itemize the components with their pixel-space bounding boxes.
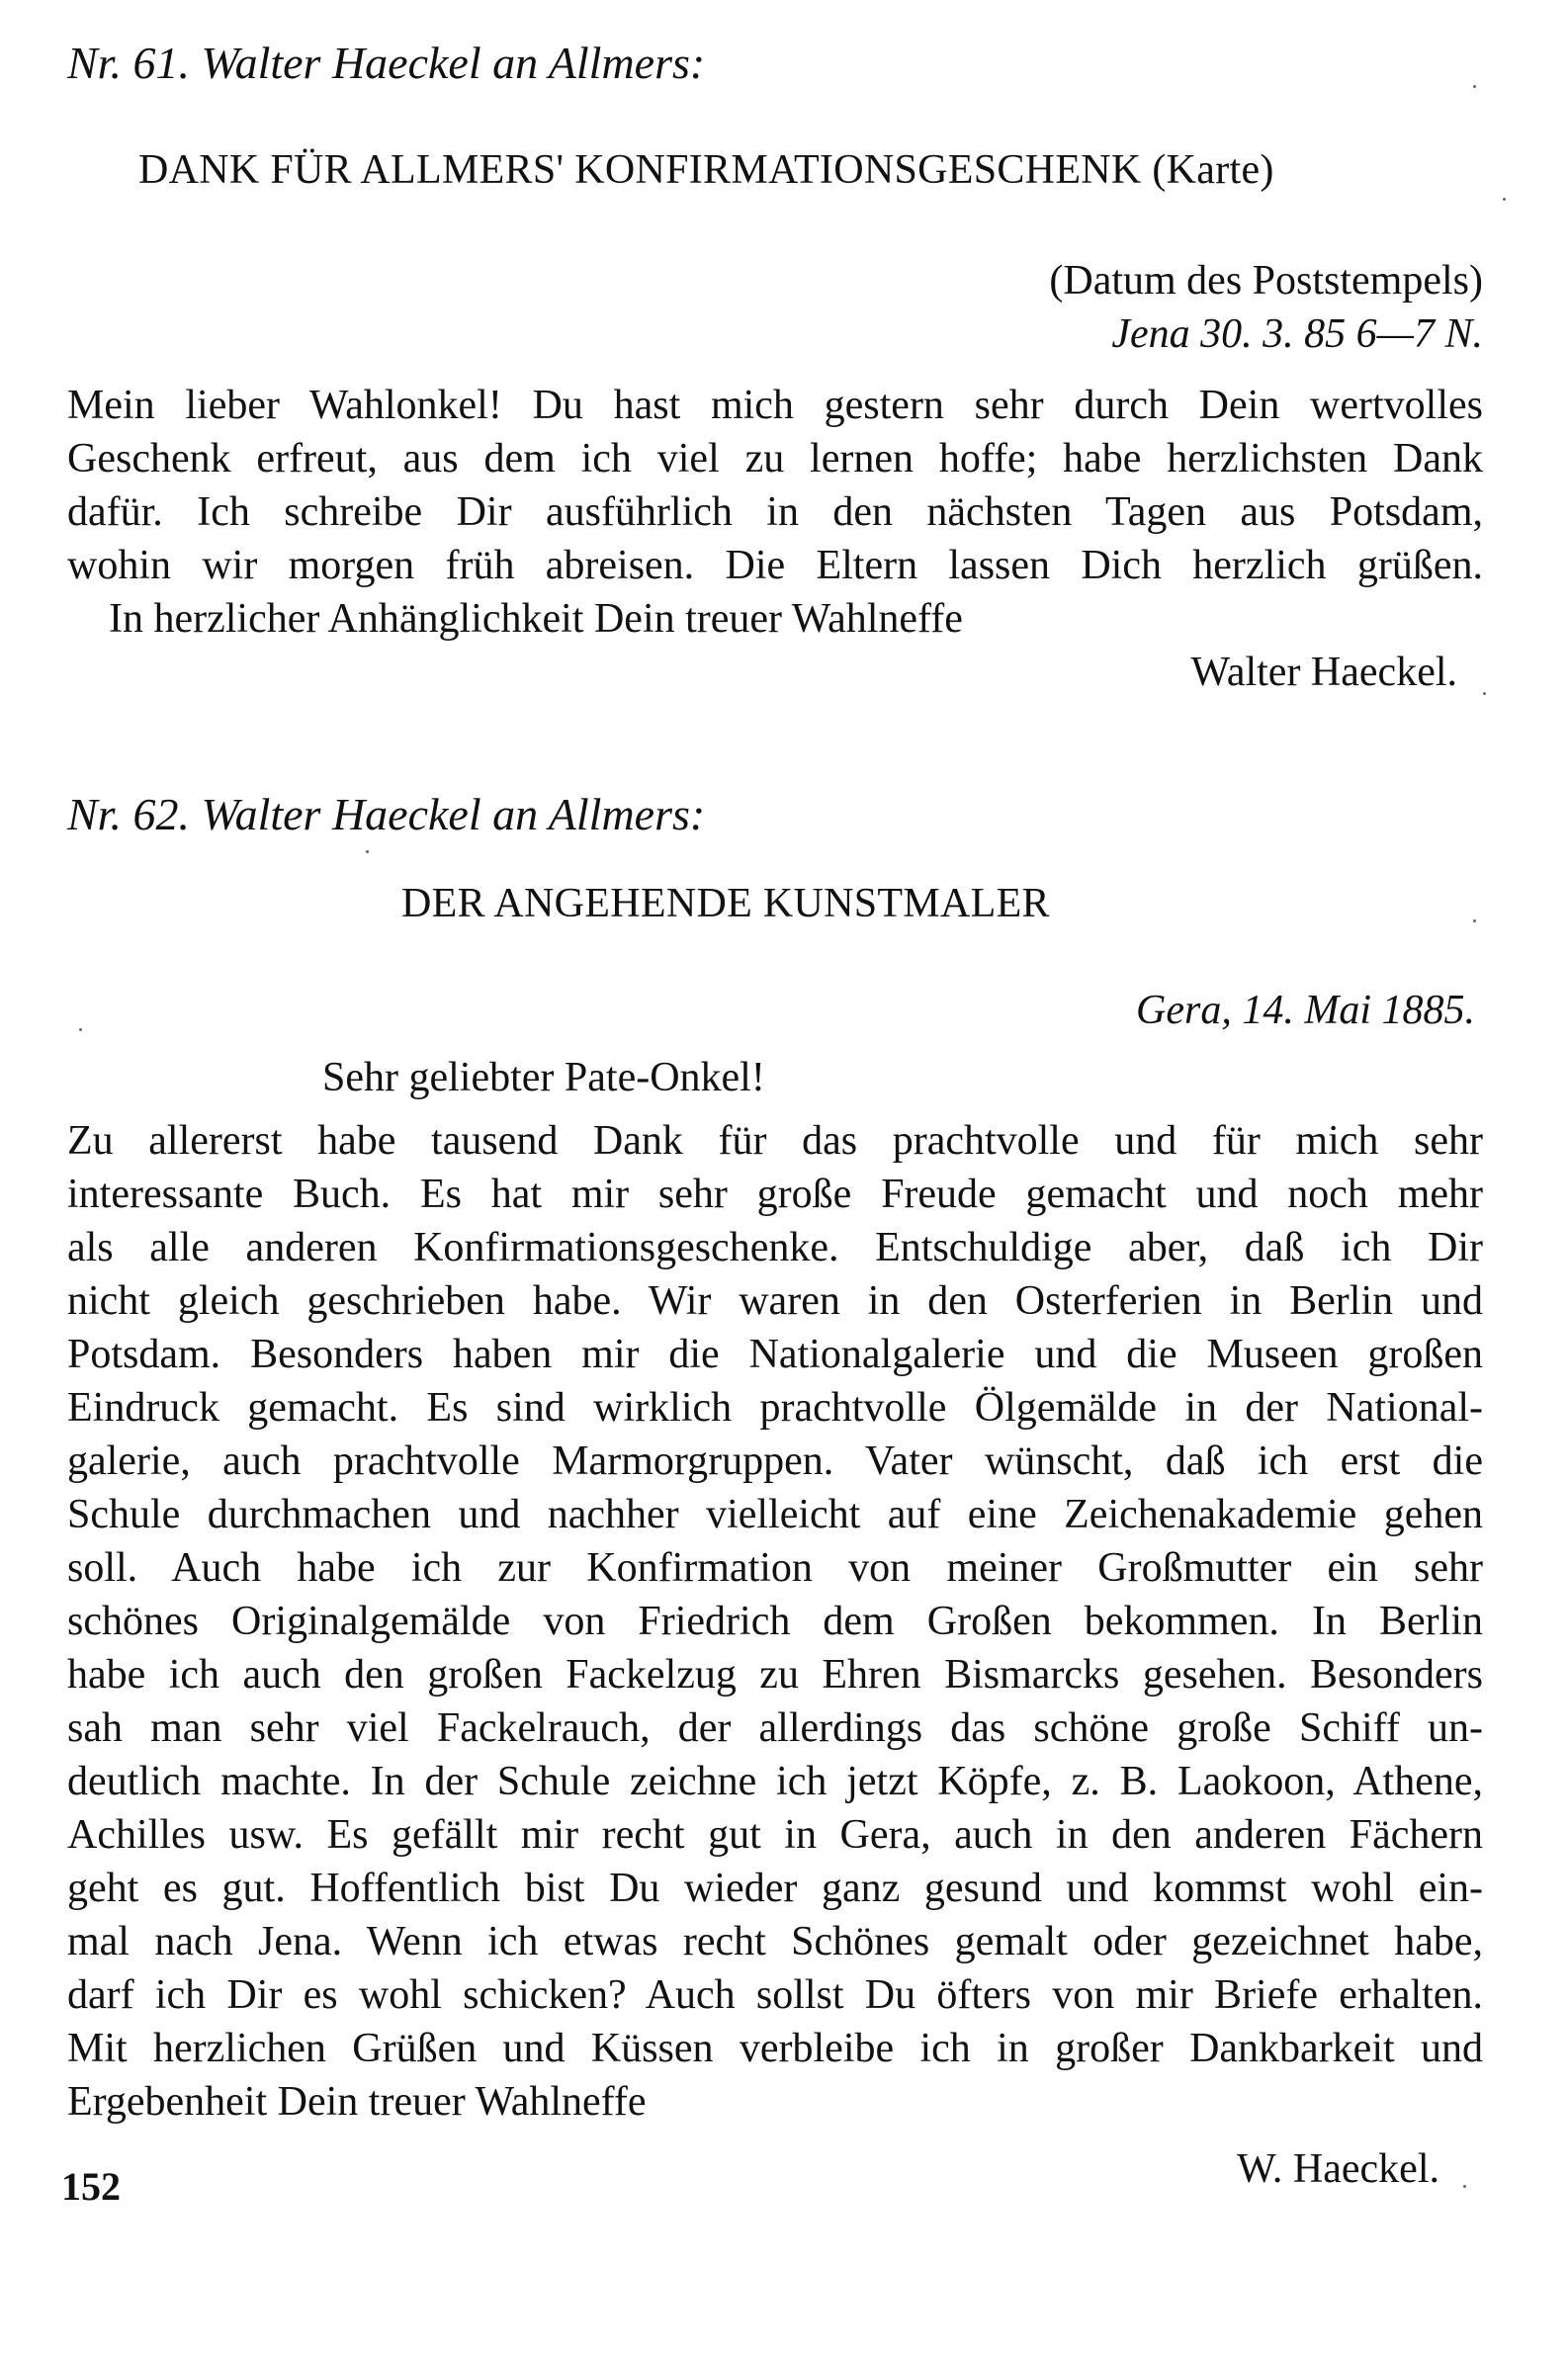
- letter-61-heading: Nr. 61. Walter Haeckel an Allmers:: [67, 38, 706, 88]
- letter-62-line-2: interessante Buch. Es hat mir sehr große Freude gemacht und noch mehr: [67, 1172, 1483, 1217]
- letter-62-heading: Nr. 62. Walter Haeckel an Allmers:: [67, 789, 706, 839]
- letter-61-closing: In herzlicher Anhänglichkeit Dein treuer Wahlneffe: [109, 596, 963, 642]
- letter-62-line-8: Schule durchmachen und nachher vielleicht auf eine Zeichenakademie gehen: [67, 1492, 1483, 1537]
- letter-61-signature: Walter Haeckel.: [1190, 650, 1457, 695]
- letter-61-title: DANK FÜR ALLMERS' KONFIRMATIONSGESCHENK (Karte): [138, 147, 1274, 193]
- letter-62-line-9: soll. Auch habe ich zur Konfirmation von meiner Großmutter ein sehr: [67, 1545, 1483, 1591]
- letter-62-salutation: Sehr geliebter Pate-Onkel!: [322, 1055, 765, 1100]
- letter-62-line-14: Achilles usw. Es gefällt mir recht gut in Gera, auch in den anderen Fächern: [67, 1812, 1483, 1858]
- letter-62-line-6: Eindruck gemacht. Es sind wirklich prachtvolle Ölgemälde in der National-: [67, 1385, 1483, 1431]
- letter-62-line-19: Ergebenheit Dein treuer Wahlneffe: [67, 2079, 647, 2125]
- letter-62-line-7: galerie, auch prachtvolle Marmorgruppen. Vater wünscht, daß ich erst die: [67, 1438, 1483, 1484]
- letter-62-title: DER ANGEHENDE KUNSTMALER: [401, 881, 1050, 926]
- letter-62-line-3: als alle anderen Konfirmationsgeschenke. Entschuldige aber, daß ich Dir: [67, 1225, 1483, 1270]
- scan-speck: [366, 850, 369, 853]
- page-number: 152: [61, 2164, 121, 2209]
- scan-speck: [1473, 85, 1476, 88]
- letter-62-line-12: sah man sehr viel Fackelrauch, der allerdings das schöne große Schiff un-: [67, 1705, 1483, 1751]
- letter-62-line-13: deutlich machte. In der Schule zeichne ich jetzt Köpfe, z. B. Laokoon, Athene,: [67, 1759, 1483, 1804]
- scan-speck: [1473, 919, 1476, 922]
- scan-speck: [79, 1028, 82, 1031]
- letter-62-line-15: geht es gut. Hoffentlich bist Du wieder ganz gesund und kommst wohl ein-: [67, 1866, 1483, 1911]
- letter-62-signature: W. Haeckel.: [1237, 2146, 1439, 2192]
- letter-61-date: Jena 30. 3. 85 6—7 N.: [1111, 311, 1483, 357]
- letter-62-line-11: habe ich auch den großen Fackelzug zu Ehren Bismarcks gesehen. Besonders: [67, 1652, 1483, 1698]
- letter-62-line-18: Mit herzlichen Grüßen und Küssen verbleibe ich in großer Dankbarkeit und: [67, 2026, 1483, 2071]
- letter-62-line-16: mal nach Jena. Wenn ich etwas recht Schönes gemalt oder gezeichnet habe,: [67, 1919, 1483, 1964]
- letter-62-date: Gera, 14. Mai 1885.: [1136, 988, 1475, 1033]
- letter-62-line-1: Zu allererst habe tausend Dank für das prachtvolle und für mich sehr: [67, 1118, 1483, 1164]
- letter-62-line-10: schönes Originalgemälde von Friedrich dem Großen bekommen. In Berlin: [67, 1599, 1483, 1644]
- letter-62-line-4: nicht gleich geschrieben habe. Wir waren in den Osterferien in Berlin und: [67, 1278, 1483, 1324]
- letter-61-line-3: dafür. Ich schreibe Dir ausführlich in den nächsten Tagen aus Potsdam,: [67, 489, 1483, 535]
- letter-61-line-2: Geschenk erfreut, aus dem ich viel zu lernen hoffe; habe herzlichsten Dank: [67, 436, 1483, 481]
- letter-61-line-4: wohin wir morgen früh abreisen. Die Eltern lassen Dich herzlich grüßen.: [67, 543, 1483, 588]
- scan-speck: [1483, 692, 1486, 695]
- letter-62-line-5: Potsdam. Besonders haben mir die Nationalgalerie und die Museen großen: [67, 1332, 1483, 1377]
- scan-speck: [1463, 2185, 1466, 2188]
- letter-61-date-note: (Datum des Poststempels): [1049, 258, 1483, 304]
- letter-62-line-17: darf ich Dir es wohl schicken? Auch sollst Du öfters von mir Briefe erhalten.: [67, 1972, 1483, 2018]
- letter-61-line-1: Mein lieber Wahlonkel! Du hast mich gestern sehr durch Dein wertvolles: [67, 383, 1483, 428]
- scan-speck: [1503, 198, 1506, 201]
